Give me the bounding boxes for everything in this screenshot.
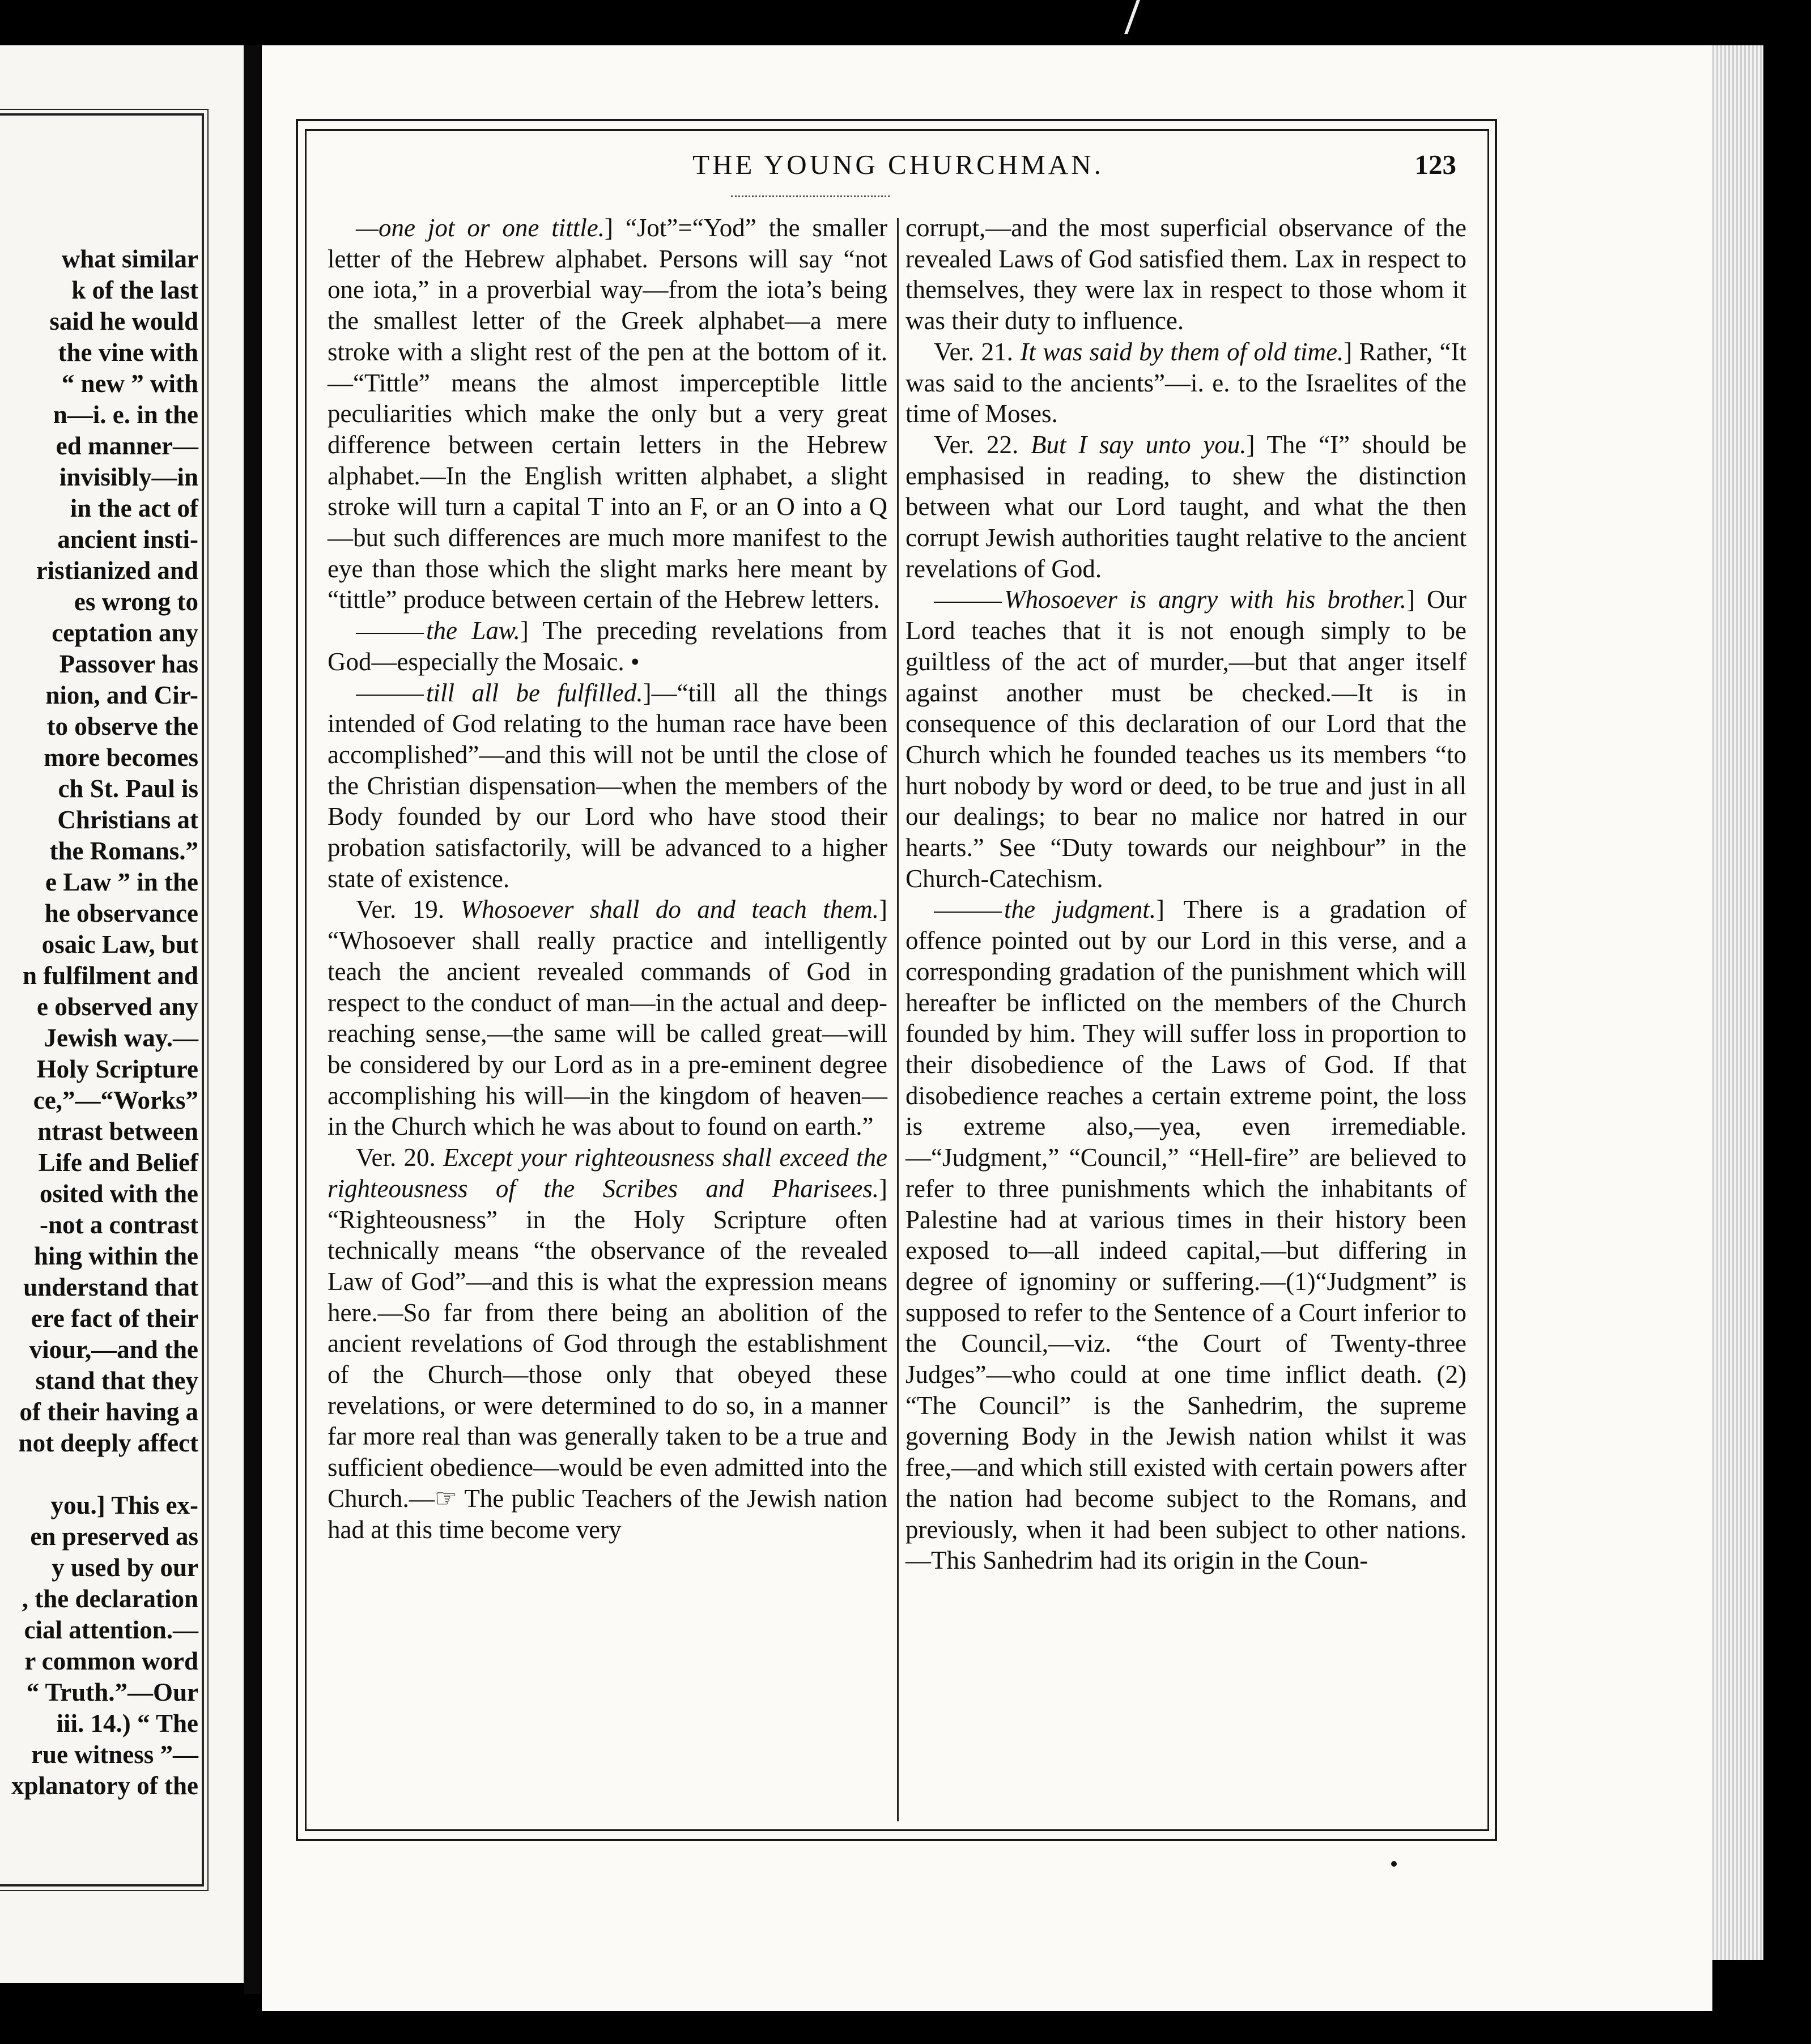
fragment-line: viour,—and the <box>29 1335 198 1364</box>
verse-number: Ver. 22. <box>934 430 1019 459</box>
commentary-text: corrupt,—and the most superficial observance of the revealed Laws of God satisfied them. Lax in respect to themselves, they were lax in respect to those whom it was their duty to influence. <box>906 214 1466 335</box>
fragment-line: you.] This ex- <box>50 1491 198 1519</box>
lemma: Whosoever is angry with his brother. <box>1004 585 1406 614</box>
paragraph-verse-21 <box>906 337 1466 429</box>
fragment-line: ristianized and <box>36 556 198 585</box>
fragment-line: in the act of <box>70 494 198 522</box>
fragment-line: k of the last <box>71 276 198 304</box>
fragment-line: e Law ” in the <box>45 868 198 896</box>
commentary-text: ] “Jot”=“Yod” the smaller letter of the Hebrew alphabet. Persons will say “not one iota,” in a proverbial way—from the iota’s being the smallest letter of the Greek alphabet—a mere stroke with a slight rest of the pen at the bottom of it.—“Tittle” means the almost imperceptible little peculiarities which make the only but a very great difference between certain letters in the Hebrew alphabet.—In the English written alphabet, a slight stroke will turn a capital T into an F, or an O into a Q—but such differences are much more manifest to the eye than those which the slight marks here meant by “tittle” produce between certain of the Hebrew letters. <box>328 214 887 614</box>
fragment-line <box>0 1459 198 1490</box>
page-edges <box>1712 45 1763 1960</box>
paragraph-verse-20 <box>328 1142 887 1545</box>
commentary-text: ] “Righteousness” in the Holy Scripture often technically means “the observance of the revealed Law of God”—and this is what the expression means here.—So far from there being an abolition of the ancient revelations of God through the establishment of the Church—those only that obeyed these revelations, or were determined to do so, in a manner far more real than was generally taken to be a true and sufficient obedience—would be even admitted into the Church.—☞ The public Teachers of the Jewish nation had at this time become very <box>328 1174 887 1544</box>
fragment-line: y used by our <box>52 1553 198 1582</box>
commentary-text: ]—“till all the things intended of God relating to the human race have been accomplished”—and this will not be until the close of the Christian dispensation—when the members of the Body founded by our Lord who have stood their probation satisfactorily, will be advanced to a higher state of existence. <box>328 678 887 893</box>
fragment-line: cial attention.— <box>24 1616 198 1644</box>
ink-dot <box>1391 1861 1397 1867</box>
commentary-text: ] The preceding revelations from God—especially the Mosaic. • <box>328 616 887 676</box>
fragment-line: Life and Belief <box>38 1148 198 1177</box>
fragment-line: ere fact of their <box>31 1304 198 1332</box>
fragment-line: he observance <box>44 899 198 927</box>
fragment-line: hing within the <box>33 1242 198 1270</box>
fragment-line: ed manner— <box>56 432 198 460</box>
fragment-line: “ new ” with <box>61 369 198 398</box>
fragment-line: iii. 14.) “ The <box>56 1709 198 1738</box>
commentary-text: ] There is a gradation of offence pointed out by our Lord in this verse, and a corresponding gradation of the punishment which will hereafter be inflicted on the members of the Church founded by him. They will suffer loss in proportion to their disobedience of the Laws of God. If that disobedience reaches a certain extreme point, the loss is extreme also,—yea, even irremediable.—“Judgment,” “Council,” “Hell-fire” are believed to refer to three punishments which the inhabitants of Palestine had at various times in their history been exposed to—all indeed capital,—but differing in degree of ignominy or suffering.—(1)“Judgment” is supposed to refer to the Sentence of a Court inferior to the Council,—viz. “the Court of Twenty-three Judges”—who could at one time inflict death. (2) “The Council” is the Sanhedrim, the supreme governing Body in the Jewish nation whilst it was free,—and which still existed with certain powers after the nation had become subject to the Romans, and previously, when it had been subject to other nations.—This Sanhedrim had its origin in the Coun- <box>906 895 1466 1575</box>
fragment-line: what similar <box>61 245 198 273</box>
fragment-line: not deeply affect <box>18 1429 198 1457</box>
dash-rule <box>934 602 1002 603</box>
lemma: Whosoever shall do and teach them. <box>460 895 879 924</box>
fragment-line: Christians at <box>57 806 198 834</box>
paragraph-the-law <box>328 615 887 677</box>
lemma: the Law. <box>426 616 520 645</box>
lemma: till all be fulfilled. <box>426 678 643 707</box>
fragment-line: osited with the <box>40 1179 198 1208</box>
commentary-text: ] Rather, “It was said to the ancients”—i. e. to the Israelites of the time of Moses. <box>906 337 1466 428</box>
lemma: It was said by them of old time. <box>1020 337 1344 366</box>
fragment-line: Passover has <box>59 650 198 678</box>
fragment-line: Jewish way.— <box>44 1024 198 1052</box>
fragment-line: en preserved as <box>30 1522 198 1551</box>
fragment-line: xplanatory of the <box>11 1772 198 1800</box>
left-page-fragment-text <box>0 244 198 1802</box>
fragment-line: r common word <box>24 1647 198 1675</box>
left-column <box>328 212 887 1545</box>
fragment-line: the vine with <box>58 338 198 367</box>
paragraph-continuation <box>906 212 1466 337</box>
fragment-line: stand that they <box>35 1366 198 1395</box>
lemma: But I say unto you. <box>1030 430 1247 459</box>
fragment-line: rue witness ”— <box>31 1740 198 1769</box>
header-ornament <box>731 195 890 201</box>
fragment-line: to observe the <box>46 712 198 740</box>
fragment-line: ce,”—“Works” <box>33 1086 198 1114</box>
fragment-line: -not a contrast <box>40 1211 198 1239</box>
dash-rule <box>934 912 1002 913</box>
fragment-line: understand that <box>23 1273 198 1301</box>
commentary-text: ] Our Lord teaches that it is not enough simply to be guiltless of the act of murder,—but that anger itself against another must be checked.—It is in consequence of this declaration of our Lord that the Church which he founded teaches us its members “to hurt nobody by word or deed, to be true and just in all our dealings; to bear no malice nor hatred in our hearts.” See “Duty towards our neighbour” in the Church-Catechism. <box>906 585 1466 893</box>
fragment-line: invisibly—in <box>59 463 198 491</box>
fragment-line: n fulfilment and <box>22 961 198 990</box>
fragment-line: n—i. e. in the <box>53 401 198 429</box>
paragraph-verse-19 <box>328 894 887 1142</box>
fragment-line: the Romans.” <box>49 837 198 865</box>
dash-rule <box>356 695 424 696</box>
fragment-line: es wrong to <box>74 587 198 616</box>
right-column <box>906 212 1466 1576</box>
fragment-line: more becomes <box>44 743 198 772</box>
lemma: —one jot or one tittle. <box>356 214 605 242</box>
dash-rule <box>356 633 424 634</box>
fragment-line: said he would <box>49 307 198 335</box>
left-facing-page <box>0 45 244 1983</box>
paragraph-jot-tittle <box>328 212 887 615</box>
fragment-line: ntrast between <box>37 1117 198 1146</box>
commentary-text: ] The “I” should be emphasised in reading, to shew the distinction between what our Lord taught, and what the then corrupt Jewish authorities taught relative to the ancient revelations of God. <box>906 430 1466 583</box>
fragment-line: ceptation any <box>52 619 198 647</box>
column-rule <box>897 218 899 1821</box>
verse-number: Ver. 21. <box>934 337 1013 366</box>
fragment-line: osaic Law, but <box>41 930 198 959</box>
fragment-line: , the declaration <box>22 1585 198 1613</box>
lemma: the judgment. <box>1004 895 1156 924</box>
fragment-line: of their having a <box>19 1398 198 1426</box>
fragment-line: e observed any <box>37 993 198 1021</box>
book-gutter <box>244 45 261 1994</box>
fragment-line: ancient insti- <box>57 525 198 553</box>
commentary-text: ] “Whosoever shall really practice and intelligently teach the ancient revealed commands of God in respect to the conduct of man—in the actual and deep-reaching sense,—the same will be called great—will be considered by our Lord as in a pre-eminent degree accomplishing his will—in the kingdom of heaven—in the Church which he was about to found on earth.” <box>328 895 887 1141</box>
fragment-line: ch St. Paul is <box>58 774 198 803</box>
fragment-line: Holy Scripture <box>36 1055 198 1083</box>
page-number: 123 <box>1414 149 1456 180</box>
paragraph-judgment <box>906 894 1466 1575</box>
running-header <box>317 148 1479 194</box>
verse-number: Ver. 20. <box>356 1143 436 1172</box>
verse-number: Ver. 19. <box>356 895 444 924</box>
running-title: THE YOUNG CHURCHMAN. <box>692 149 1104 180</box>
fragment-line: nion, and Cir- <box>45 681 198 709</box>
fragment-line: “ Truth.”—Our <box>26 1678 198 1706</box>
paragraph-verse-22 <box>906 429 1466 585</box>
paragraph-fulfilled <box>328 678 887 895</box>
paragraph-angry <box>906 584 1466 894</box>
lemma: Except your righteousness shall exceed the righteousness of the Scribes and Pharisees. <box>328 1143 887 1203</box>
